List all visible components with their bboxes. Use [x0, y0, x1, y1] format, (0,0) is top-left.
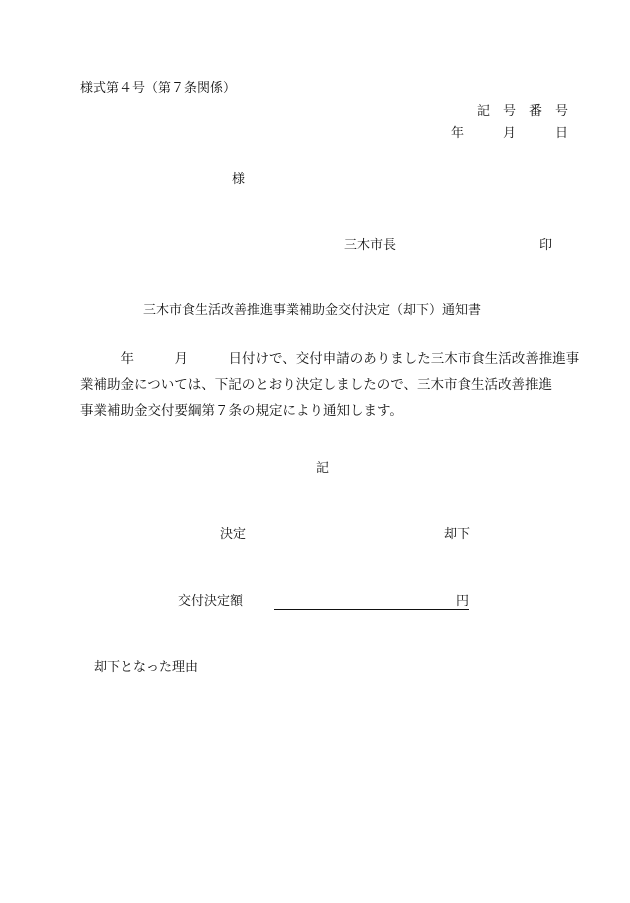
amount-label: 交付決定額: [178, 594, 244, 609]
amount-unit: 円: [456, 594, 470, 609]
document-title: 三木市食生活改善推進事業補助金交付決定（却下）通知書: [143, 303, 482, 318]
rejection-label: 却下: [444, 527, 471, 542]
amount-field: [274, 593, 469, 610]
seal-mark: 印: [539, 238, 553, 253]
body-line: 業補助金については、下記のとおり決定しましたので、三木市食生活改善推進: [80, 377, 552, 393]
document-number: 記 号 番 号: [476, 104, 568, 119]
decision-label: 決定: [220, 527, 247, 542]
body-line: 年 月 日付けで、交付申請のありました三木市食生活改善推進事: [80, 351, 580, 367]
issuer-name: 三木市長: [344, 238, 397, 253]
issue-date: 年 月 日: [450, 126, 568, 141]
note-heading: 記: [316, 461, 330, 476]
addressee-suffix: 様: [232, 172, 246, 187]
body-line: 事業補助金交付要綱第７条の規定により通知します。: [80, 403, 403, 419]
body-paragraph: [80, 346, 580, 424]
form-number: 様式第４号（第７条関係）: [80, 81, 237, 96]
reason-label: 却下となった理由: [94, 660, 199, 675]
